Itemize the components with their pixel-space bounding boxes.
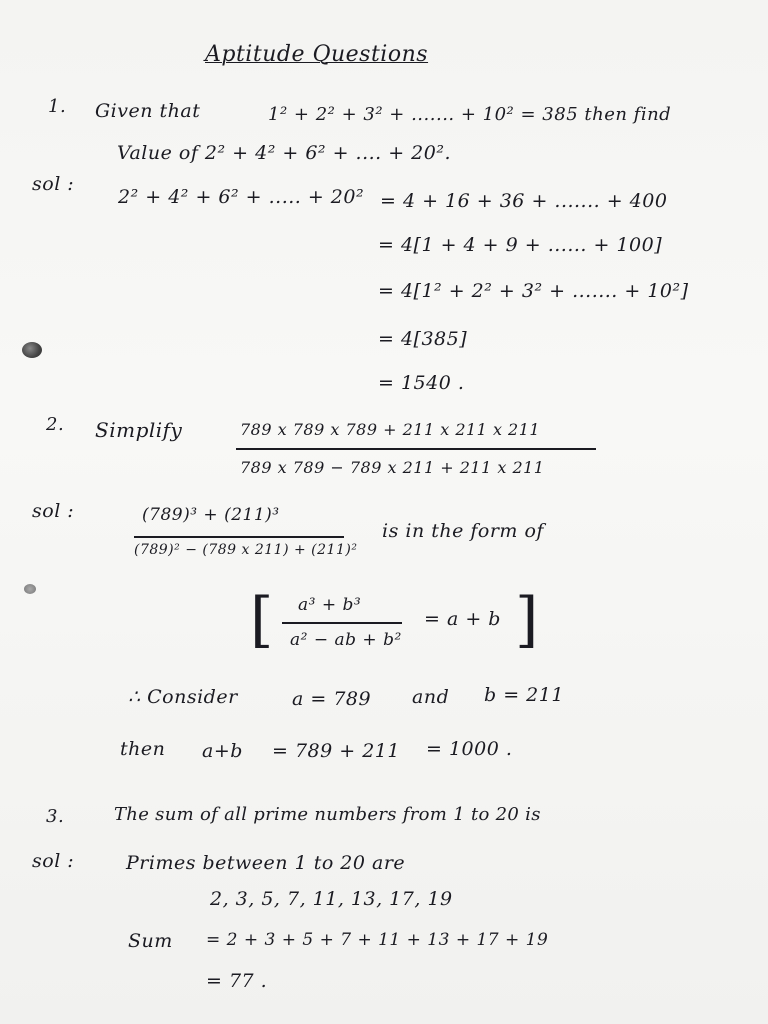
q2-denominator: 789 x 789 − 789 x 211 + 211 x 211 [240, 458, 545, 477]
q1-find-text: Value of 2² + 4² + 6² + .... + 20². [117, 142, 452, 164]
q2-simplify-label: Simplify [95, 418, 183, 442]
page-title: Aptitude Questions [205, 42, 429, 67]
q1-given-text: Given that [95, 100, 201, 122]
q1-number: 1. [48, 96, 67, 117]
formula-fraction-bar [282, 622, 402, 624]
q3-question: The sum of all prime numbers from 1 to 20 is [114, 804, 541, 825]
q2-and: and [412, 686, 450, 708]
formula-result: = a + b [424, 608, 501, 630]
q1-given-series: 1² + 2² + 3² + ....... + 10² = 385 then find [268, 104, 672, 125]
punch-hole-mark-small [24, 584, 36, 594]
q2-frac-numerator: (789)³ + (211)³ [142, 505, 280, 525]
q3-sol-label: sol : [32, 850, 75, 872]
q1-step5: = 1540 . [378, 372, 465, 394]
formula-left-bracket: [ [250, 585, 274, 655]
q1-step1-right: = 4 + 16 + 36 + ....... + 400 [380, 190, 668, 212]
q2-fraction-bar [236, 448, 596, 450]
q1-step4: = 4[385] [378, 328, 468, 350]
q2-b-value: b = 211 [484, 684, 564, 706]
q2-sum-expression: = 789 + 211 [272, 740, 400, 762]
q1-sol-label: sol : [32, 173, 75, 195]
q3-sum-expression: = 2 + 3 + 5 + 7 + 11 + 13 + 17 + 19 [206, 930, 549, 950]
formula-right-bracket: ] [515, 585, 539, 655]
q2-sum-result: = 1000 . [426, 738, 513, 760]
q3-number: 3. [46, 806, 65, 827]
q2-numerator: 789 x 789 x 789 + 211 x 211 x 211 [240, 420, 541, 439]
formula-denominator: a² − ab + b² [290, 630, 402, 650]
punch-hole-mark [22, 342, 42, 358]
q1-step1-left: 2² + 4² + 6² + ..... + 20² [118, 186, 365, 208]
q2-number: 2. [46, 414, 65, 435]
formula-numerator: a³ + b³ [298, 595, 362, 615]
q3-primes-list: 2, 3, 5, 7, 11, 13, 17, 19 [210, 888, 453, 910]
q2-frac-bar [134, 536, 344, 538]
q2-form-text: is in the form of [382, 520, 544, 542]
q2-then: then [120, 738, 166, 760]
q1-step2: = 4[1 + 4 + 9 + ...... + 100] [378, 234, 663, 256]
q2-sol-label: sol : [32, 500, 75, 522]
q2-frac-denominator: (789)² − (789 x 211) + (211)² [134, 542, 358, 558]
q3-primes-label: Primes between 1 to 20 are [126, 852, 406, 874]
q2-consider: ∴ Consider [128, 686, 238, 708]
q2-a-value: a = 789 [292, 688, 372, 710]
q3-sum-label: Sum [128, 930, 173, 952]
q3-result: = 77 . [206, 970, 268, 992]
q2-a-plus-b: a+b [202, 740, 243, 762]
q1-step3: = 4[1² + 2² + 3² + ....... + 10²] [378, 280, 689, 302]
